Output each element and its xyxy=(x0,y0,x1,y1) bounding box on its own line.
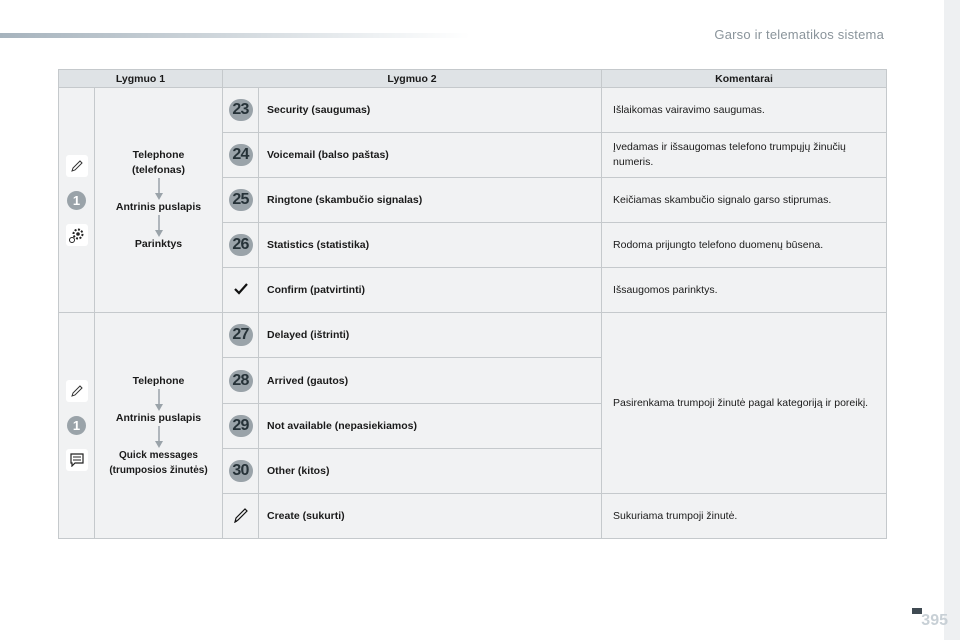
section-title: Garso ir telematikos sistema xyxy=(714,27,884,42)
level2-label: Delayed (ištrinti) xyxy=(259,313,602,358)
checkmark-icon xyxy=(234,283,248,295)
comment-text: Išlaikomas vairavimo saugumas. xyxy=(602,88,887,133)
level1-item-subpage: Antrinis puslapis xyxy=(115,201,202,213)
level1-item-options: Parinktys xyxy=(134,238,183,250)
message-icon xyxy=(66,449,88,471)
level1-item-telephone: Telephone (telefonas) xyxy=(131,149,186,176)
level2-label: Voicemail (balso paštas) xyxy=(259,133,602,178)
level2-label: Not available (nepasiekiamos) xyxy=(259,404,602,449)
comment-text: Įvedamas ir išsaugomas telefono trumpųjų žinučių numeris. xyxy=(602,133,887,178)
down-arrow-icon xyxy=(154,426,164,448)
group1-level1-cell xyxy=(95,88,223,313)
settings-table xyxy=(58,69,887,539)
down-arrow-icon xyxy=(154,215,164,237)
level2-label: Arrived (gautos) xyxy=(259,358,602,404)
level1-item-quick-messages: Quick messages (trumposios žinutės) xyxy=(109,449,208,476)
item-number-badge: 26 xyxy=(229,234,253,256)
level2-label: Security (saugumas) xyxy=(259,88,602,133)
col-header-level1: Lygmuo 1 xyxy=(59,70,223,88)
level1-item-telephone: Telephone xyxy=(132,374,185,387)
item-number-badge: 28 xyxy=(229,370,253,392)
level-badge: 1 xyxy=(67,191,86,210)
item-number-badge: 24 xyxy=(229,144,253,166)
item-number-badge: 30 xyxy=(229,460,253,482)
table-header-row xyxy=(59,70,887,88)
comment-text: Išsaugomos parinktys. xyxy=(602,268,887,313)
comment-text: Pasirenkama trumpoji žinutė pagal kategoriją ir poreikį. xyxy=(602,313,887,494)
settings-icon xyxy=(66,224,88,246)
item-number-badge: 29 xyxy=(229,415,253,437)
col-header-level2: Lygmuo 2 xyxy=(223,70,602,88)
pencil-icon xyxy=(66,155,88,177)
header-accent-bar xyxy=(0,33,470,38)
group2-icons-cell xyxy=(59,313,95,539)
level1-item-subpage: Antrinis puslapis xyxy=(115,411,202,424)
col-header-comments: Komentarai xyxy=(602,70,887,88)
group2-level1-cell xyxy=(95,313,223,539)
comment-text: Rodoma prijungto telefono duomenų būsena. xyxy=(602,223,887,268)
item-number-badge: 25 xyxy=(229,189,253,211)
table-row xyxy=(59,313,887,358)
down-arrow-icon xyxy=(154,389,164,411)
comment-text: Sukuriama trumpoji žinutė. xyxy=(602,494,887,539)
pencil-icon xyxy=(66,380,88,402)
pen-icon xyxy=(233,507,249,523)
level2-label: Ringtone (skambučio signalas) xyxy=(259,178,602,223)
level2-label: Statistics (statistika) xyxy=(259,223,602,268)
page-side-strip xyxy=(944,0,960,640)
page-number: 395 xyxy=(921,612,948,629)
group1-icons-cell xyxy=(59,88,95,313)
level-badge: 1 xyxy=(67,416,86,435)
item-number-badge: 27 xyxy=(229,324,253,346)
down-arrow-icon xyxy=(154,178,164,200)
table-row xyxy=(59,88,887,133)
level2-label: Confirm (patvirtinti) xyxy=(259,268,602,313)
level2-label: Other (kitos) xyxy=(259,449,602,494)
comment-text: Keičiamas skambučio signalo garso stiprumas. xyxy=(602,178,887,223)
level2-label: Create (sukurti) xyxy=(259,494,602,539)
item-number-badge: 23 xyxy=(229,99,253,121)
